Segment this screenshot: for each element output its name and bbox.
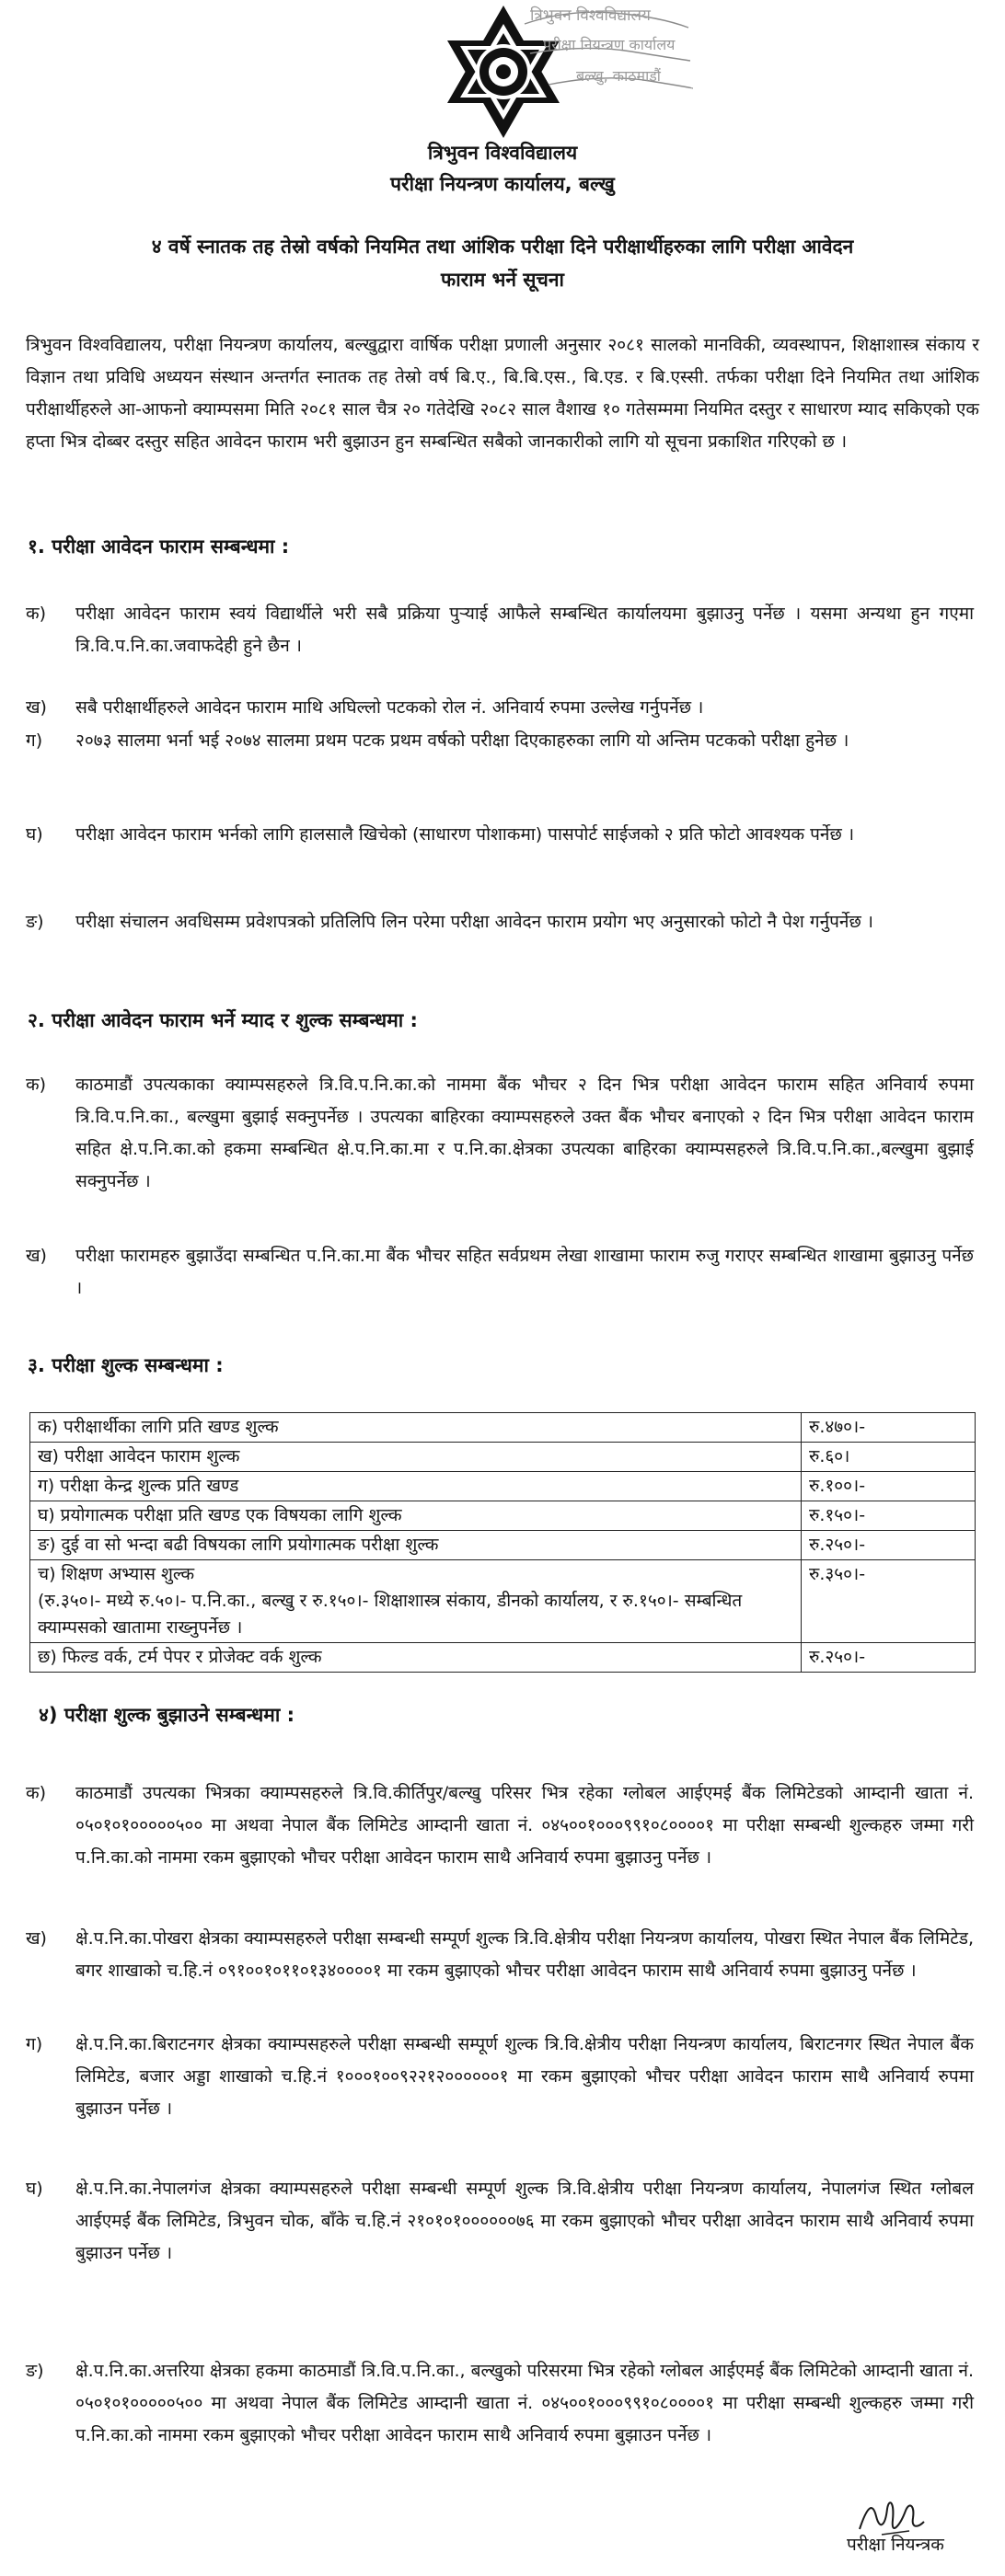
- svg-text:त्रिभुवन विश्वविद्यालय: त्रिभुवन विश्वविद्यालय: [530, 6, 651, 25]
- s4-item-gha: [26, 2173, 974, 2270]
- item-marker: ग): [26, 730, 43, 751]
- item-text: परीक्षा आवेदन फाराम भर्नको लागि हालसालै खिचेको (साधारण पोशाकमा) पासपोर्ट साईजको २ प्रति फोटो आवश्यक पर्नेछ ।: [75, 824, 855, 845]
- fee-amount: रु.३५०।-: [802, 1560, 976, 1643]
- table-row: [30, 1643, 976, 1673]
- signatory-title: परीक्षा नियन्त्रक: [847, 2535, 944, 2555]
- item-marker: क): [26, 1075, 47, 1095]
- fee-amount: रु.२५०।-: [802, 1643, 976, 1673]
- item-text: क्षे.प.नि.का.अत्तरिया क्षेत्रका हकमा काठमाडौं त्रि.वि.प.नि.का., बल्खुको परिसरमा भित्र रहेको ग्लोबल आईएमई बैंक लिमिटेको आम्दानी खाता नं. ०५०१०१०००००५०० मा अथवा नेपाल बैंक लिमिटेड आम्दानी खाता नं. ०४५००१०००९९१०८००००१ मा परीक्षा सम्बन्धी शुल्कहरु जम्मा गरी प.नि.का.को नाममा रकम बुझाएको भौचर परीक्षा आवेदन फाराम साथै अनिवार्य रुपमा बुझाउन पर्नेछ ।: [75, 2361, 974, 2445]
- item-text: क्षे.प.नि.का.नेपालगंज क्षेत्रका क्याम्पसहरुले परीक्षा सम्बन्धी सम्पूर्ण शुल्क त्रि.वि.क्षेत्रीय परीक्षा नियन्त्रण कार्यालय, नेपालगंज स्थित ग्लोबल आईएमई बैंक लिमिटेड, त्रिभुवन चोक, बाँके च.हि.नं २१०१०१००००००७६ मा रकम बुझाएको भौचर परीक्षा आवेदन फाराम साथै अनिवार्य रुपमा बुझाउन पर्नेछ ।: [75, 2179, 974, 2263]
- s4-item-kha: [26, 1923, 974, 1987]
- fee-label-note: (रु.३५०।- मध्ये रु.५०।- प.नि.का., बल्खु र रु.१५०।- शिक्षाशास्त्र संकाय, डीनको कार्यालय, र रु.१५०।- सम्बन्धित क्याम्पसको खातामा राख्नुपर्नेछ ।: [38, 1591, 743, 1638]
- fee-label: क) परीक्षार्थीका लागि प्रति खण्ड शुल्क: [30, 1413, 802, 1443]
- item-marker: ङ): [26, 912, 44, 932]
- s1-item-nga: [26, 906, 974, 938]
- item-text: परीक्षा संचालन अवधिसम्म प्रवेशपत्रको प्रतिलिपि लिन परेमा परीक्षा आवेदन फाराम प्रयोग भए अनुसारको फोटो नै पेश गर्नुपर्नेछ ।: [75, 912, 874, 932]
- item-text: परीक्षा आवेदन फाराम स्वयं विद्यार्थीले भरी सबै प्रक्रिया पुर्‍याई आफैले सम्बन्धित कार्यालयमा बुझाउनु पर्नेछ । यसमा अन्यथा हुन गएमा त्रि.वि.प.नि.का.जवाफदेही हुने छैन ।: [75, 604, 974, 656]
- fee-table: [29, 1412, 976, 1673]
- item-marker: ख): [26, 1928, 47, 1949]
- s2-item-ka: [26, 1069, 974, 1198]
- item-text: परीक्षा फारामहरु बुझाउँदा सम्बन्धित प.नि.का.मा बैंक भौचर सहित सर्वप्रथम लेखा शाखामा फाराम रुजु गराएर सम्बन्धित शाखामा बुझाउनु पर्नेछ ।: [75, 1246, 974, 1298]
- item-marker: घ): [26, 2179, 43, 2199]
- notice-title-line2: फाराम भर्ने सूचना: [441, 269, 564, 291]
- item-marker: ङ): [26, 2361, 44, 2381]
- intro-paragraph: त्रिभुवन विश्वविद्यालय, परीक्षा नियन्त्रण कार्यालय, बल्खुद्वारा वार्षिक परीक्षा प्रणाली अनुसार २०८१ सालको मानविकी, व्यवस्थापन, शिक्षाशास्त्र संकाय र विज्ञान तथा प्रविधि अध्ययन संस्थान अन्तर्गत स्नातक तह तेस्रो वर्ष बि.ए., बि.बि.एस., बि.एड. र बि.एस्सी. तर्फका परीक्षा दिने नियमित तथा आंशिक परीक्षार्थीहरुले आ-आफनो क्याम्पसमा मिति २०८१ साल चैत्र २० गतेदेखि २०८२ साल वैशाख १० गतेसम्ममा नियमित दस्तुर र साधारण म्याद सकिएको एक हप्ता भित्र दोब्बर दस्तुर सहित आवेदन फाराम भरी बुझाउन हुन सम्बन्धित सबैको जानकारीको लागि यो सूचना प्रकाशित गरिएको छ ।: [26, 335, 979, 452]
- svg-text:बल्खु, काठमाडौं: बल्खु, काठमाडौं: [576, 67, 661, 85]
- item-marker: क): [26, 604, 47, 624]
- item-text: क्षे.प.नि.का.पोखरा क्षेत्रका क्याम्पसहरुले परीक्षा सम्बन्धी सम्पूर्ण शुल्क त्रि.वि.क्षेत्रीय परीक्षा नियन्त्रण कार्यालय, पोखरा स्थित नेपाल बैंक लिमिटेड, बगर शाखाको च.हि.नं ०९१००१०११०१३४००००१ मा रकम बुझाएको भौचर परीक्षा आवेदन फाराम साथै अनिवार्य रुपमा बुझाउनु पर्नेछ ।: [75, 1928, 974, 1981]
- s1-item-ka: [26, 598, 974, 662]
- s1-item-gha: [26, 819, 974, 851]
- item-text: क्षे.प.नि.का.बिराटनगर क्षेत्रका क्याम्पसहरुले परीक्षा सम्बन्धी सम्पूर्ण शुल्क त्रि.वि.क्षेत्रीय परीक्षा नियन्त्रण कार्यालय, बिराटनगर स्थित नेपाल बैंक लिमिटेड, बजार अड्डा शाखाको च.हि.नं १०००१००९२२१२००००००१ मा रकम बुझाएको भौचर परीक्षा आवेदन फाराम साथै अनिवार्य रुपमा बुझाउन पर्नेछ ।: [75, 2034, 974, 2119]
- item-text: सबै परीक्षार्थीहरुले आवेदन फाराम माथि अघिल्लो पटकको रोल नं. अनिवार्य रुपमा उल्लेख गर्नुपर्नेछ ।: [75, 697, 704, 718]
- fee-label: घ) प्रयोगात्मक परीक्षा प्रति खण्ड एक विषयका लागि शुल्क: [30, 1501, 802, 1531]
- item-text: २०७३ सालमा भर्ना भई २०७४ सालमा प्रथम पटक प्रथम वर्षको परीक्षा दिएकाहरुका लागि यो अन्तिम पटकको परीक्षा हुनेछ ।: [75, 730, 849, 751]
- office-name: परीक्षा नियन्त्रण कार्यालय, बल्खु: [390, 173, 615, 195]
- fee-label: ख) परीक्षा आवेदन फाराम शुल्क: [30, 1443, 802, 1472]
- office-stamp: [512, 0, 696, 96]
- table-row: [30, 1413, 976, 1443]
- item-marker: ख): [26, 1246, 47, 1266]
- table-row: [30, 1560, 976, 1643]
- fee-amount: रु.६०।: [802, 1443, 976, 1472]
- item-text: काठमाडौं उपत्यका भित्रका क्याम्पसहरुले त्रि.वि.कीर्तिपुर/बल्खु परिसर भित्र रहेका ग्लोबल आईएमई बैंक लिमिटेडको आम्दानी खाता नं. ०५०१०१०००००५०० मा अथवा नेपाल बैंक लिमिटेड आम्दानी खाता नं. ०४५००१०००९९१०८००००१ मा परीक्षा सम्बन्धी शुल्कहरु जम्मा गरी प.नि.का.को नाममा रकम बुझाएको भौचर परीक्षा आवेदन फाराम साथै अनिवार्य रुपमा बुझाउनु पर्नेछ ।: [75, 1783, 974, 1868]
- table-row: [30, 1472, 976, 1501]
- fee-label: छ) फिल्ड वर्क, टर्म पेपर र प्रोजेक्ट वर्क शुल्क: [30, 1643, 802, 1673]
- item-marker: घ): [26, 824, 43, 845]
- item-text: काठमाडौं उपत्यकाका क्याम्पसहरुले त्रि.वि.प.नि.का.को नाममा बैंक भौचर २ दिन भित्र परीक्षा आवेदन फाराम सहित अनिवार्य रुपमा त्रि.वि.प.नि.का., बल्खुमा बुझाई सक्नुपर्नेछ । उपत्यका बाहिरका क्याम्पसहरुले उक्त बैंक भौचर बनाएको २ दिन भित्र परीक्षा आवेदन फाराम सहित क्षे.प.नि.का.को हकमा सम्बन्धित क्षे.प.नि.का.मा र प.नि.का.क्षेत्रका उपत्यका बाहिरका क्याम्पसहरुले त्रि.वि.प.नि.का.,बल्खुमा बुझाई सक्नुपर्नेछ ।: [75, 1075, 974, 1191]
- s4-item-nga: [26, 2355, 974, 2452]
- fee-label: च) शिक्षण अभ्यास शुल्क: [38, 1564, 195, 1584]
- fee-amount: रु.१००।-: [802, 1472, 976, 1501]
- fee-label: ग) परीक्षा केन्द्र शुल्क प्रति खण्ड: [30, 1472, 802, 1501]
- university-name: त्रिभुवन विश्वविद्यालय: [427, 142, 578, 164]
- s1-item-ga: [26, 725, 974, 757]
- table-row: [30, 1443, 976, 1472]
- fee-amount: रु.१५०।-: [802, 1501, 976, 1531]
- fee-label: ङ) दुई वा सो भन्दा बढी विषयका लागि प्रयोगात्मक परीक्षा शुल्क: [30, 1531, 802, 1560]
- section-1-title: १. परीक्षा आवेदन फाराम सम्बन्धमा :: [28, 535, 290, 558]
- fee-amount: रु.४७०।-: [802, 1413, 976, 1443]
- section-2-title: २. परीक्षा आवेदन फाराम भर्ने म्याद र शुल्क सम्बन्धमा :: [28, 1009, 418, 1031]
- s4-item-ka: [26, 1777, 974, 1874]
- item-marker: क): [26, 1783, 47, 1803]
- s4-item-ga: [26, 2029, 974, 2125]
- table-row: [30, 1531, 976, 1560]
- section-4-title: ४) परीक्षा शुल्क बुझाउने सम्बन्धमा :: [39, 1704, 295, 1726]
- table-row: [30, 1501, 976, 1531]
- item-marker: ख): [26, 697, 47, 718]
- s2-item-kha: [26, 1240, 974, 1305]
- item-marker: ग): [26, 2034, 43, 2054]
- fee-label-cell: [30, 1560, 802, 1643]
- notice-title-line1: ४ वर्षे स्नातक तह तेस्रो वर्षको नियमित तथा आंशिक परीक्षा दिने परीक्षार्थीहरुका लागि परीक्षा आवेदन: [151, 236, 854, 258]
- section-3-title: ३. परीक्षा शुल्क सम्बन्धमा :: [28, 1354, 224, 1376]
- s1-item-kha: [26, 692, 974, 724]
- svg-text:परीक्षा नियन्त्रण कार्यालय: परीक्षा नियन्त्रण कार्यालय: [543, 36, 676, 53]
- fee-amount: रु.२५०।-: [802, 1531, 976, 1560]
